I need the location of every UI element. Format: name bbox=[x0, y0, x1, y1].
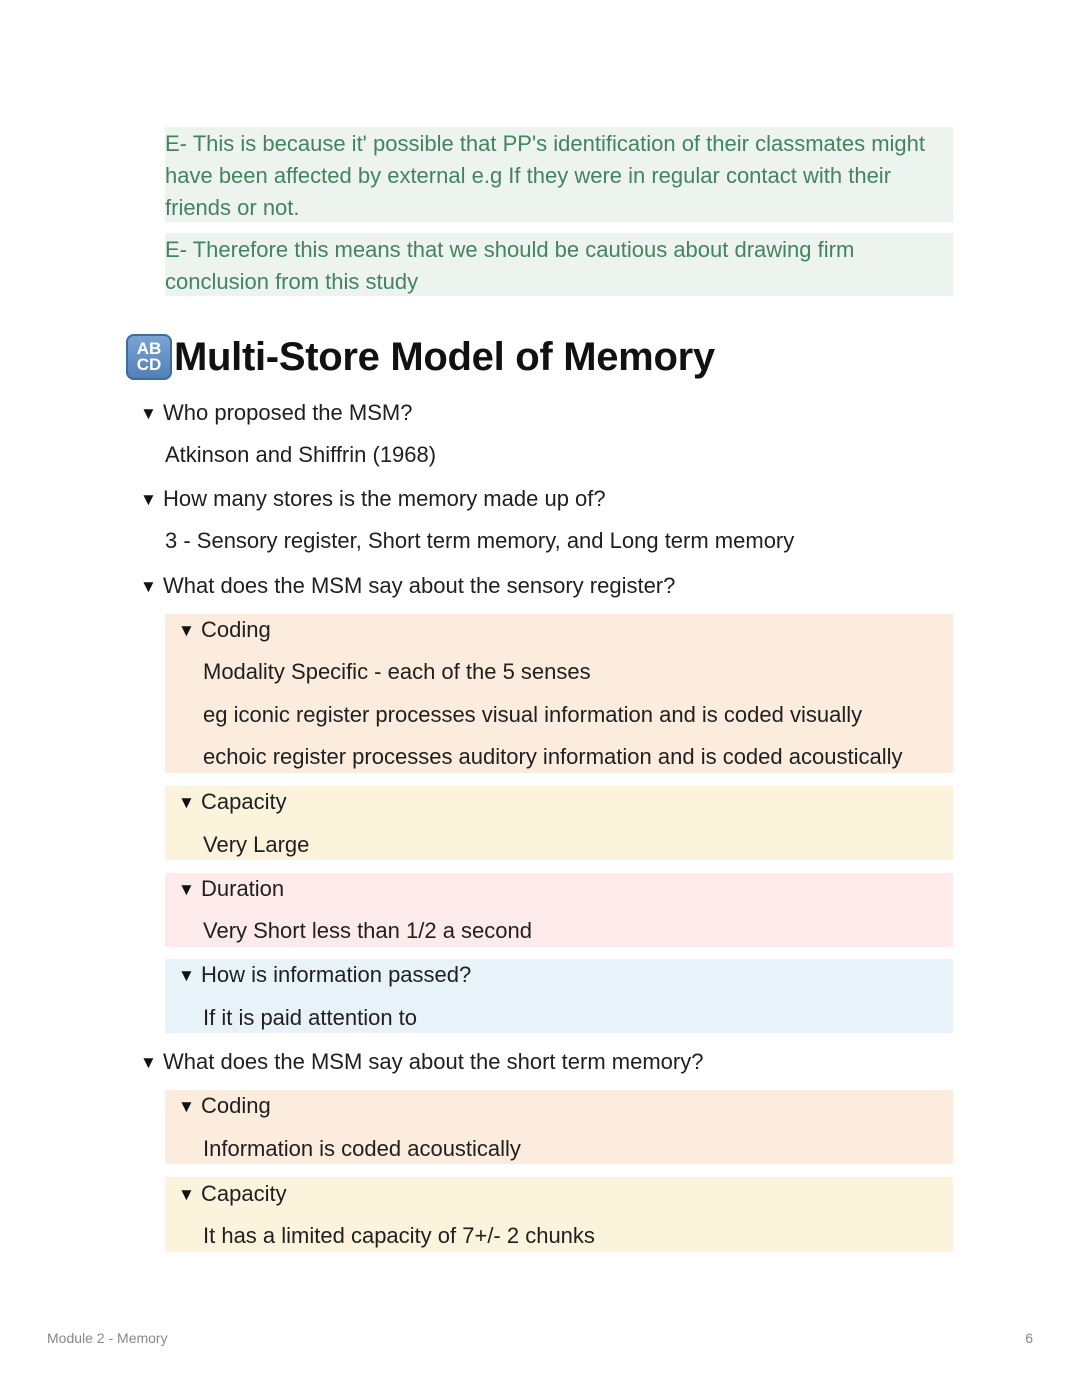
toggle-triangle-icon[interactable]: ▼ bbox=[178, 621, 195, 640]
toggle-triangle-icon[interactable]: ▼ bbox=[140, 1053, 157, 1072]
toggle-triangle-icon[interactable]: ▼ bbox=[140, 490, 157, 509]
toggle-label: Capacity bbox=[201, 1181, 287, 1206]
toggle-label: Capacity bbox=[201, 789, 287, 814]
toggle-triangle-icon[interactable]: ▼ bbox=[178, 1185, 195, 1204]
eval-line: E- This is because it' possible that PP's identification of their classmates might bbox=[165, 131, 926, 156]
toggle-triangle-icon[interactable]: ▼ bbox=[140, 404, 157, 423]
input-latin-uppercase-icon bbox=[126, 334, 172, 380]
evaluation-block-1 bbox=[165, 127, 953, 222]
coding-text: eg iconic register processes visual information and is coded visually bbox=[203, 702, 863, 727]
eval-line: E- Therefore this means that we should be cautious about drawing firm bbox=[165, 237, 855, 262]
coding-text: echoic register processes auditory information and is coded acoustically bbox=[203, 744, 903, 769]
toggle-triangle-icon[interactable]: ▼ bbox=[178, 880, 195, 899]
toggle-label: What does the MSM say about the sensory register? bbox=[163, 573, 676, 598]
toggle-label: Who proposed the MSM? bbox=[163, 400, 413, 425]
passed-text: If it is paid attention to bbox=[203, 1005, 418, 1030]
toggle-triangle-icon[interactable]: ▼ bbox=[140, 577, 157, 596]
toggle-duration[interactable] bbox=[178, 874, 284, 905]
capacity-text: It has a limited capacity of 7+/- 2 chunks bbox=[203, 1223, 595, 1248]
toggle-capacity[interactable] bbox=[178, 1179, 287, 1210]
coding-text: Modality Specific - each of the 5 senses bbox=[203, 659, 591, 684]
toggle-sensory-register[interactable] bbox=[140, 571, 675, 602]
toggle-label: What does the MSM say about the short term memory? bbox=[163, 1049, 704, 1074]
icon-letters-bottom: CD bbox=[136, 355, 162, 374]
icon-letters-top: AB bbox=[136, 339, 162, 358]
toggle-triangle-icon[interactable]: ▼ bbox=[178, 793, 195, 812]
toggle-label: How many stores is the memory made up of? bbox=[163, 486, 606, 511]
eval-line: friends or not. bbox=[165, 195, 300, 220]
eval-line: conclusion from this study bbox=[165, 269, 419, 294]
toggle-information-passed[interactable] bbox=[178, 960, 471, 991]
toggle-label: How is information passed? bbox=[201, 962, 472, 987]
capacity-text: Very Large bbox=[203, 832, 310, 857]
footer-module-name: Module 2 - Memory bbox=[47, 1330, 168, 1346]
toggle-short-term-memory[interactable] bbox=[140, 1047, 703, 1078]
footer-page-number: 6 bbox=[1025, 1330, 1033, 1346]
toggle-triangle-icon[interactable]: ▼ bbox=[178, 1097, 195, 1116]
evaluation-block-2 bbox=[165, 233, 953, 296]
toggle-label: Coding bbox=[201, 1093, 271, 1118]
toggle-coding[interactable] bbox=[178, 1091, 271, 1122]
toggle-label: Coding bbox=[201, 617, 271, 642]
toggle-coding[interactable] bbox=[178, 615, 271, 646]
toggle-label: Duration bbox=[201, 876, 285, 901]
toggle-who-proposed[interactable] bbox=[140, 398, 412, 429]
toggle-how-many-stores[interactable] bbox=[140, 484, 606, 515]
answer-text: Atkinson and Shiffrin (1968) bbox=[165, 442, 437, 467]
answer-text: 3 - Sensory register, Short term memory, and Long term memory bbox=[165, 528, 795, 553]
eval-line: have been affected by external e.g If they were in regular contact with their bbox=[165, 163, 892, 188]
page-title: Multi-Store Model of Memory bbox=[174, 334, 715, 379]
duration-text: Very Short less than 1/2 a second bbox=[203, 918, 532, 943]
toggle-capacity[interactable] bbox=[178, 787, 287, 818]
toggle-triangle-icon[interactable]: ▼ bbox=[178, 966, 195, 985]
section-heading bbox=[126, 334, 715, 380]
coding-text: Information is coded acoustically bbox=[203, 1136, 521, 1161]
